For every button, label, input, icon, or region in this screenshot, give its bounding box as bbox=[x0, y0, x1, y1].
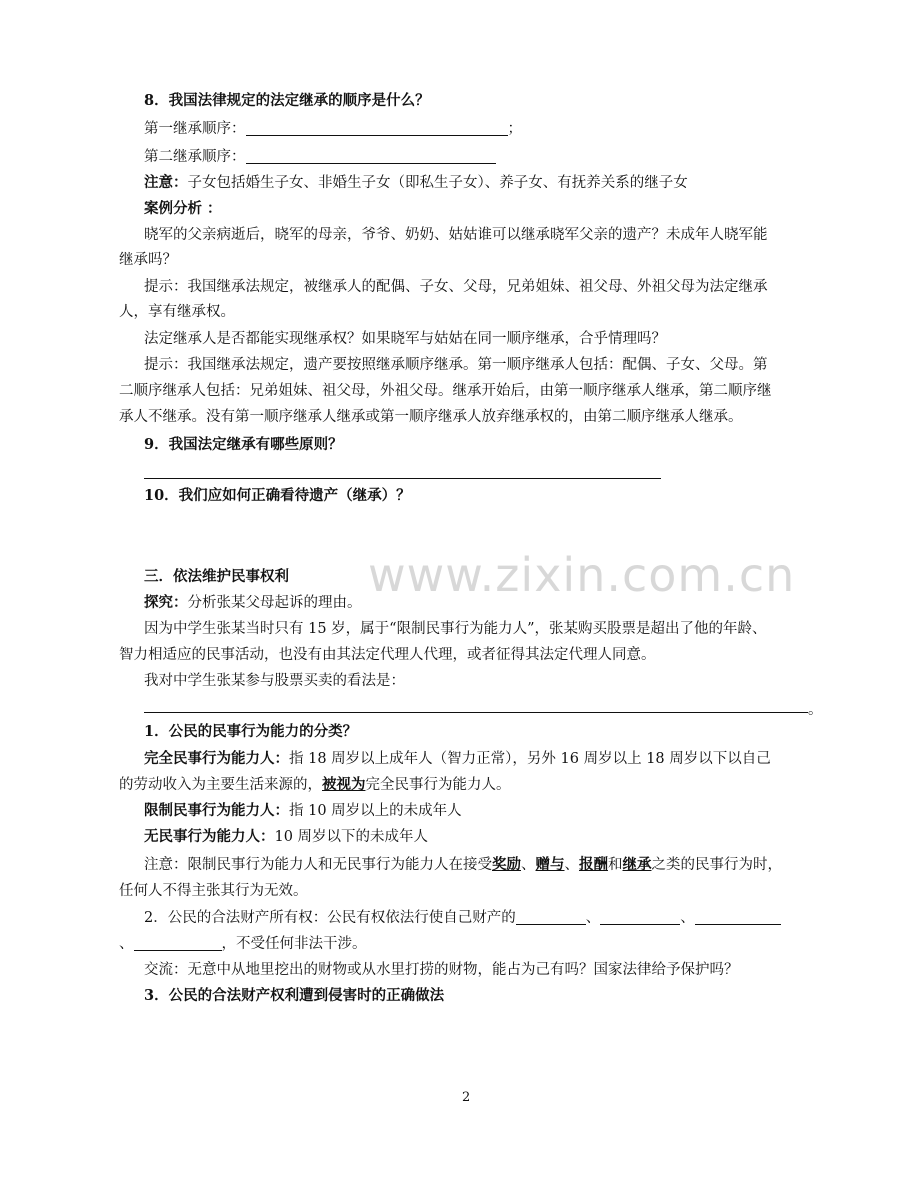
first-order-suffix: ； bbox=[507, 121, 522, 137]
s2-blank-2[interactable] bbox=[600, 908, 680, 925]
q9-title: 9．我国法定继承有哪些原则？ bbox=[144, 436, 343, 453]
second-order-label: 第二继承顺序： bbox=[144, 149, 246, 165]
note-text: 子女包括婚生子女、非婚生子女（即私生子女）、养子女、有抚养关系的继子女 bbox=[187, 175, 688, 191]
section3-title: 三．依法维护民事权利 bbox=[144, 568, 289, 585]
s3-title: 3．公民的合法财产权利遭到侵害时的正确做法 bbox=[144, 987, 445, 1004]
keyword-gift: 赠与 bbox=[535, 856, 565, 873]
s1-note-sep2: 、 bbox=[564, 857, 579, 873]
s1-note-text-b: 之类的民事行为时， bbox=[651, 857, 782, 873]
case-title: 案例分析 ： bbox=[144, 200, 222, 217]
full-capacity-text-a: 的劳动收入为主要生活来源的， bbox=[119, 777, 322, 793]
s2-line1 bbox=[144, 906, 864, 930]
hint2-line2: 二顺序继承人包括：兄弟姐妹、祖父母，外祖父母。继承开始后，由第一顺序继承人继承，第二顺序继 bbox=[119, 383, 772, 399]
q9-answer-line[interactable] bbox=[144, 478, 661, 479]
opinion-label: 我对中学生张某参与股票买卖的看法是： bbox=[144, 673, 405, 689]
q8-title: 8．我国法律规定的法定继承的顺序是什么？ bbox=[144, 92, 430, 109]
first-order-label: 第一继承顺序： bbox=[144, 121, 246, 137]
full-capacity-text-c: 完全民事行为能力人。 bbox=[365, 777, 511, 793]
case-q1-line2: 继承吗？ bbox=[119, 252, 177, 268]
deemed-emphasis: 被视为 bbox=[322, 776, 366, 793]
hint2-line1: 提示：我国继承法规定，遗产要按照继承顺序继承。第一顺序继承人包括：配偶、子女、父母。第 bbox=[144, 357, 768, 373]
s2-sep3: 、 bbox=[119, 936, 134, 952]
keyword-remuneration: 报酬 bbox=[579, 856, 608, 873]
s1-title: 1．公民的民事行为能力的分类？ bbox=[144, 723, 358, 740]
no-capacity-text: 10 周岁以下的未成年人 bbox=[274, 829, 429, 845]
s2-blank-3[interactable] bbox=[695, 908, 781, 925]
case-q2: 法定继承人是否都能实现继承权？如果晓军与姑姑在同一顺序继承，合乎情理吗？ bbox=[144, 331, 666, 347]
full-capacity-label: 完全民事行为能力人： bbox=[144, 750, 289, 767]
note-label: 注意： bbox=[144, 174, 188, 191]
watermark: www.zixin.com.cn bbox=[368, 548, 796, 602]
limited-capacity-label: 限制民事行为能力人： bbox=[144, 802, 289, 819]
full-capacity-line2 bbox=[119, 773, 839, 797]
opinion-answer-line[interactable] bbox=[144, 712, 808, 713]
s2-blank-4[interactable] bbox=[134, 934, 222, 951]
s1-note-line1 bbox=[144, 853, 864, 877]
opinion-end: 。 bbox=[808, 702, 823, 718]
first-order-blank[interactable] bbox=[246, 119, 508, 136]
second-order-line bbox=[144, 145, 864, 169]
limited-capacity-text: 指 10 周岁以上的未成年人 bbox=[289, 803, 462, 819]
s2-text: 2．公民的合法财产所有权：公民有权依法行使自己财产的 bbox=[144, 910, 516, 926]
explore-label: 探究： bbox=[144, 594, 188, 611]
no-capacity-label: 无民事行为能力人： bbox=[144, 828, 275, 845]
full-capacity-text: 指 18 周岁以上成年人（智力正常），另外 16 周岁以上 18 周岁以下以自己 bbox=[289, 751, 771, 767]
hint2-line3: 承人不继承。没有第一顺序继承人继承或第一顺序继承人放弃继承权的，由第二顺序继承人继承。 bbox=[119, 409, 743, 425]
case-q1-line1: 晓军的父亲病逝后，晓军的母亲，爷爷、奶奶、姑姑谁可以继承晓军父亲的遗产？未成年人晓军能 bbox=[144, 227, 768, 243]
q8-note bbox=[144, 171, 864, 195]
s2-sep1: 、 bbox=[585, 910, 601, 926]
s2-line2 bbox=[119, 932, 839, 956]
s1-note-text-a: 注意：限制民事行为能力人和无民事行为能力人在接受 bbox=[144, 857, 492, 873]
para-line2: 智力相适应的民事活动，也没有由其法定代理人代理，或者征得其法定代理人同意。 bbox=[119, 647, 656, 663]
hint1-line1: 提示：我国继承法规定，被继承人的配偶、子女、父母，兄弟姐妹、祖父母、外祖父母为法定继承 bbox=[144, 279, 768, 295]
keyword-inheritance: 继承 bbox=[622, 856, 652, 873]
first-order-line bbox=[144, 117, 864, 141]
second-order-blank[interactable] bbox=[246, 147, 496, 164]
s2-text-end: ，不受任何非法干涉。 bbox=[221, 936, 367, 952]
exchange-line: 交流：无意中从地里挖出的财物或从水里打捞的财物，能占为己有吗？国家法律给予保护吗？ bbox=[144, 962, 739, 978]
s2-blank-1[interactable] bbox=[516, 908, 586, 925]
s1-note-sep3: 和 bbox=[608, 857, 623, 873]
no-capacity-line bbox=[144, 825, 864, 849]
explore-text: 分析张某父母起诉的理由。 bbox=[187, 595, 362, 611]
s1-note-line2: 任何人不得主张其行为无效。 bbox=[119, 883, 308, 899]
hint1-line2: 人，享有继承权。 bbox=[119, 304, 235, 320]
page-number: 2 bbox=[462, 1090, 471, 1105]
limited-capacity-line bbox=[144, 799, 864, 823]
s1-note-sep1: 、 bbox=[521, 857, 536, 873]
s2-sep2: 、 bbox=[680, 910, 695, 926]
full-capacity-line1 bbox=[144, 747, 864, 771]
keyword-reward: 奖励 bbox=[492, 856, 521, 873]
q10-title: 10．我们应如何正确看待遗产（继承）？ bbox=[144, 487, 411, 504]
para-line1: 因为中学生张某当时只有 15 岁，属于“限制民事行为能力人”，张某购买股票是超出了他的年龄、 bbox=[144, 621, 767, 637]
